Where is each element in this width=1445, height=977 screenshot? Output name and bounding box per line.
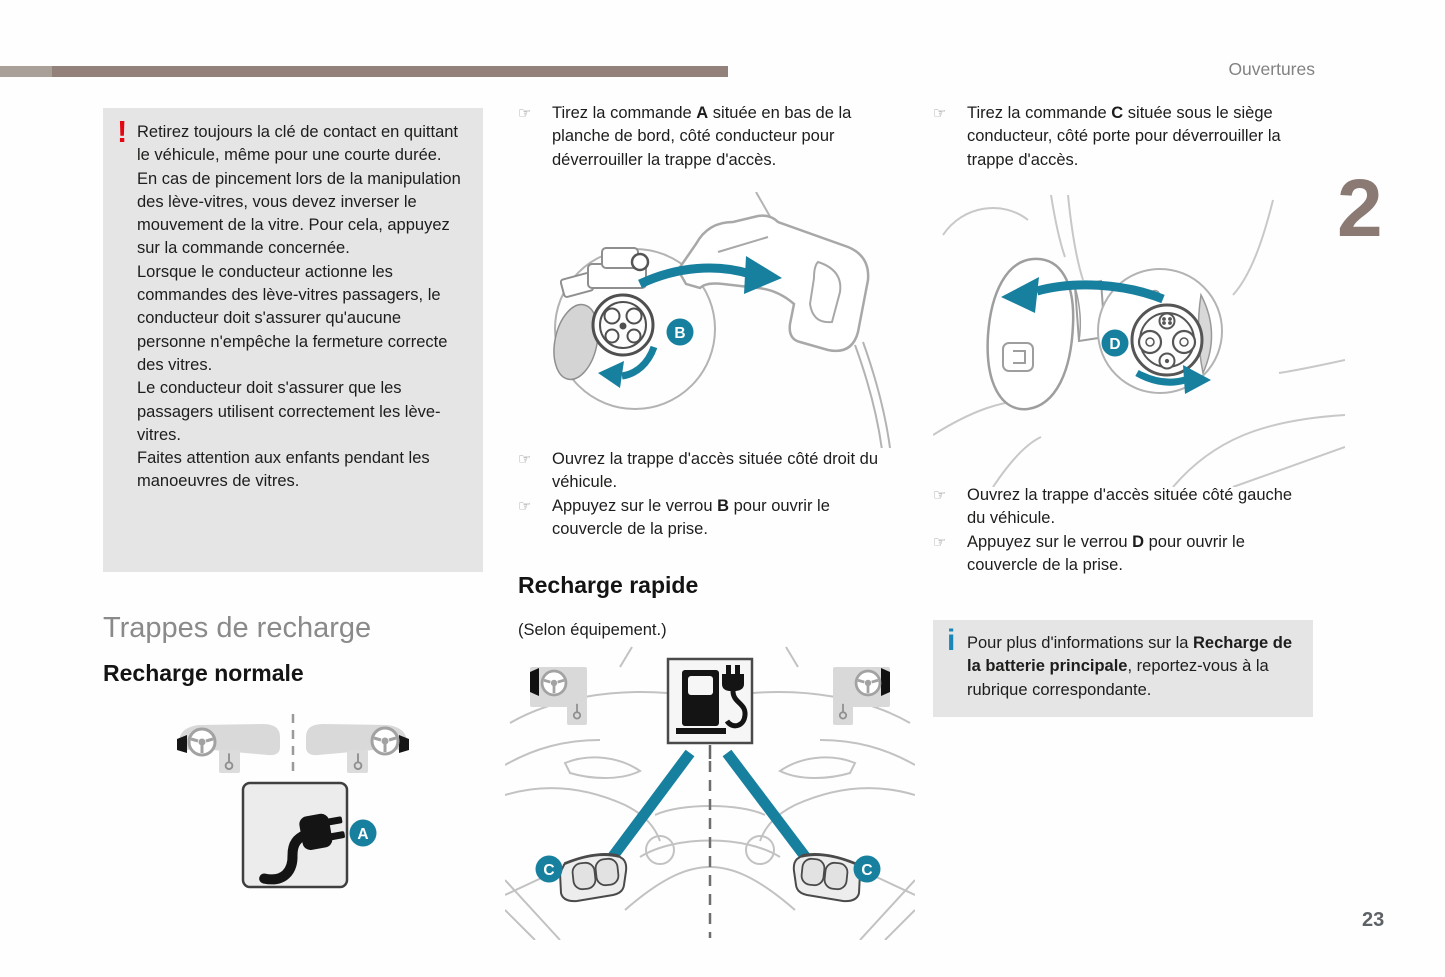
- figure-label-c-left-badge: [536, 856, 563, 883]
- figure-normal-socket: [518, 192, 898, 448]
- heading-recharge-normale: Recharge normale: [103, 660, 304, 686]
- figure-label-a: A: [357, 826, 369, 843]
- instruction-open-right: [518, 448, 898, 495]
- header-section-title: Ouvertures: [1228, 59, 1315, 79]
- socket-latch-outline: [560, 248, 648, 298]
- warning-box: [103, 108, 483, 572]
- instruction-list-right: [933, 484, 1313, 577]
- chapter-number: 2: [1337, 163, 1383, 254]
- info-icon: i: [947, 624, 956, 657]
- figure-label-a-badge: [350, 820, 377, 847]
- instruction-open-left: [933, 484, 1313, 531]
- heading-recharge-rapide: Recharge rapide: [518, 572, 699, 598]
- note-selon-equipement: (Selon équipement.): [518, 621, 667, 639]
- dashboard-right: [306, 724, 409, 773]
- steering-wheel-icon: [189, 729, 215, 755]
- instruction-press-d: [933, 531, 1313, 578]
- figure-label-c: C: [861, 862, 873, 879]
- figure-fast-charge: [505, 645, 915, 940]
- page-number: 23: [1362, 909, 1385, 931]
- figure-fast-socket: [933, 195, 1345, 487]
- pointing-hand-icon: ☞: [518, 104, 532, 122]
- instruction-pull-a: [518, 102, 898, 172]
- steering-wheel-icon: [542, 671, 566, 695]
- pointer-beam-left: [605, 753, 690, 867]
- figure-normal-charge: [103, 712, 483, 894]
- instruction-list-middle: [518, 448, 898, 541]
- command-letter: B: [717, 496, 730, 515]
- instruction-press-b: [518, 495, 898, 542]
- instruction-pull-c: [933, 102, 1313, 172]
- open-flap: [988, 259, 1074, 409]
- instruction-text: Ouvrez la trappe d'accès située côté droit du véhicule.: [552, 450, 878, 492]
- instruction-text: Appuyez sur le verrou D pour ouvrir le couvercle de la prise.: [967, 532, 1245, 574]
- driver-position-left: [530, 667, 587, 725]
- figure-label-b: B: [674, 325, 686, 342]
- warning-paragraph: Retirez toujours la clé de contact en quittant le véhicule, même pour une courte durée.: [137, 123, 459, 165]
- warning-paragraph: Le conducteur doit s'assurer que les passagers utilisent correctement les lève-vitres.: [137, 379, 441, 444]
- dashboard-left: [177, 724, 280, 773]
- fast-charge-socket: [1132, 305, 1202, 375]
- command-letter: A: [696, 104, 709, 122]
- charging-gun-outline: [678, 216, 868, 351]
- warning-paragraph: Lorsque le conducteur actionne les commandes des lève-vitres passagers, le conducteur doit s'assurer qu'aucune personne n'empêche la fermeture correcte des vitres.: [137, 262, 448, 374]
- steering-wheel-icon: [856, 671, 880, 695]
- lever-left: [560, 854, 626, 901]
- figure-label-b-badge: [667, 319, 694, 346]
- figure-label-d-badge: [1102, 330, 1129, 357]
- instruction-text: Tirez la commande A située en bas de la planche de bord, côté conducteur pour déverrouiller la trappe d'accès.: [552, 104, 852, 169]
- pointing-hand-icon: ☞: [933, 486, 947, 504]
- pointing-hand-icon: ☞: [518, 450, 532, 468]
- info-bold: Recharge de la batterie principale: [967, 634, 1293, 676]
- steering-wheel-icon: [372, 728, 398, 754]
- heading-trappes-de-recharge: Trappes de recharge: [103, 612, 372, 644]
- pointing-hand-icon: ☞: [518, 496, 532, 515]
- info-box: [933, 620, 1313, 717]
- info-text: Pour plus d'informations sur la Recharge de la batterie principale, reportez-vous à la rubrique correspondante.: [967, 634, 1293, 699]
- figure-label-c: C: [543, 862, 555, 879]
- command-letter: D: [1132, 532, 1145, 551]
- pointing-hand-icon: ☞: [933, 532, 947, 551]
- pointing-hand-icon: ☞: [933, 104, 947, 122]
- command-letter: C: [1111, 104, 1124, 122]
- warning-exclamation-icon: !: [117, 114, 128, 149]
- pointer-beam-right: [727, 753, 813, 867]
- instruction-text: Tirez la commande C située sous le siège conducteur, côté porte pour déverrouiller la trappe d'accès.: [967, 104, 1281, 169]
- charge-socket: [593, 295, 653, 355]
- charging-station-icon: [668, 659, 752, 743]
- plug-icon: [243, 783, 350, 887]
- warning-paragraph: En cas de pincement lors de la manipulation des lève-vitres, vous devez inverser le mouvement de la vitre. Pour cela, appuyez sur la commande concernée.: [137, 169, 461, 258]
- figure-label-d: D: [1109, 336, 1121, 353]
- instruction-text: Ouvrez la trappe d'accès située côté gauche du véhicule.: [967, 486, 1293, 528]
- driver-position-right: [833, 667, 890, 725]
- instruction-text: Appuyez sur le verrou B pour ouvrir le couvercle de la prise.: [552, 496, 830, 538]
- figure-label-c-right-badge: [854, 856, 881, 883]
- warning-text: [137, 121, 471, 494]
- warning-paragraph: Faites attention aux enfants pendant les manoeuvres de vitres.: [137, 449, 430, 491]
- lever-right: [794, 854, 860, 901]
- top-accent-bar: [0, 66, 728, 77]
